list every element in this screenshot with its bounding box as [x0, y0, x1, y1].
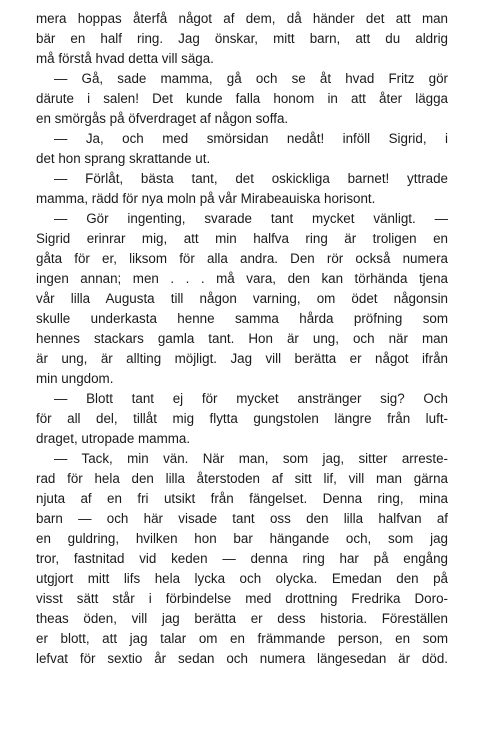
- text-line: utgjort mitt lifs hela lycka och olycka. Emedan den på: [36, 571, 448, 586]
- text-line: en guldring, hvilken hon bar hängande och, som jag: [36, 531, 448, 546]
- text-line: Sigrid erinrar mig, att min halfva ring är troligen en: [36, 231, 448, 246]
- text-line: min ungdom.: [36, 371, 114, 386]
- text-line: det hon sprang skrattande ut.: [36, 151, 211, 166]
- text-line: skulle underkasta henne samma hårda pröfning som: [36, 311, 448, 326]
- text-line: är ung, är allting möjligt. Jag vill berätta er något ifrån: [36, 351, 448, 366]
- text-line: njuta af en fri utsikt från fängelset. Denna ring, mina: [36, 491, 448, 506]
- text-line: hennes stackars gamla tant. Hon är ung, och när man: [36, 331, 448, 346]
- text-line: bär en half ring. Jag önskar, mitt barn, att du aldrig: [36, 31, 448, 46]
- text-line: lefvat för sextio år sedan och numera längesedan är död.: [36, 651, 448, 666]
- text-line: må förstå hvad detta vill säga.: [36, 51, 214, 66]
- text-line: ingen annan; men . . . må vara, den kan törhända tjena: [36, 271, 448, 286]
- text-line: för all del, tillåt mig flytta gungstolen längre från luft-: [36, 411, 448, 426]
- text-line: — Ja, och med smörsidan nedåt! inföll Sigrid, i: [54, 131, 448, 146]
- text-line: — Gå, sade mamma, gå och se åt hvad Fritz gör: [54, 71, 448, 86]
- text-line: tror, fastnitad vid keden — denna ring har på engång: [36, 551, 448, 566]
- text-line: därute i salen! Det kunde falla honom in att åter lägga: [36, 91, 448, 106]
- text-line: — Förlåt, bästa tant, det oskickliga barnet! yttrade: [54, 171, 448, 186]
- text-line: — Gör ingenting, svarade tant mycket vänligt. —: [54, 211, 448, 226]
- text-line: mera hoppas återfå något af dem, då händer det att man: [36, 11, 448, 26]
- text-line: rad för hela den lilla återstoden af sitt lif, vill man gärna: [36, 471, 448, 486]
- text-line: vår lilla Augusta till någon varning, om ödet någonsin: [36, 291, 448, 306]
- text-line: en smörgås på öfverdraget af någon soffa.: [36, 111, 289, 126]
- text-line: er blott, att jag talar om en främmande person, en som: [36, 631, 448, 646]
- text-line: theas öden, vill jag berätta er dess historia. Föreställen: [36, 611, 448, 626]
- page-text: [36, 9, 448, 669]
- text-line: — Tack, min vän. När man, som jag, sitter arreste-: [54, 451, 448, 466]
- text-line: gåta för er, liksom för alla andra. Den rör också numera: [36, 251, 448, 266]
- text-line: — Blott tant ej för mycket anstränger sig? Och: [54, 391, 448, 406]
- text-line: visst sätt står i förbindelse med drottning Fredrika Doro-: [36, 591, 448, 606]
- text-line: draget, utropade mamma.: [36, 431, 191, 446]
- text-line: mamma, rädd för nya moln på vår Mirabeauiska horisont.: [36, 191, 376, 206]
- text-line: barn — och här visade tant oss den lilla halfvan af: [36, 511, 448, 526]
